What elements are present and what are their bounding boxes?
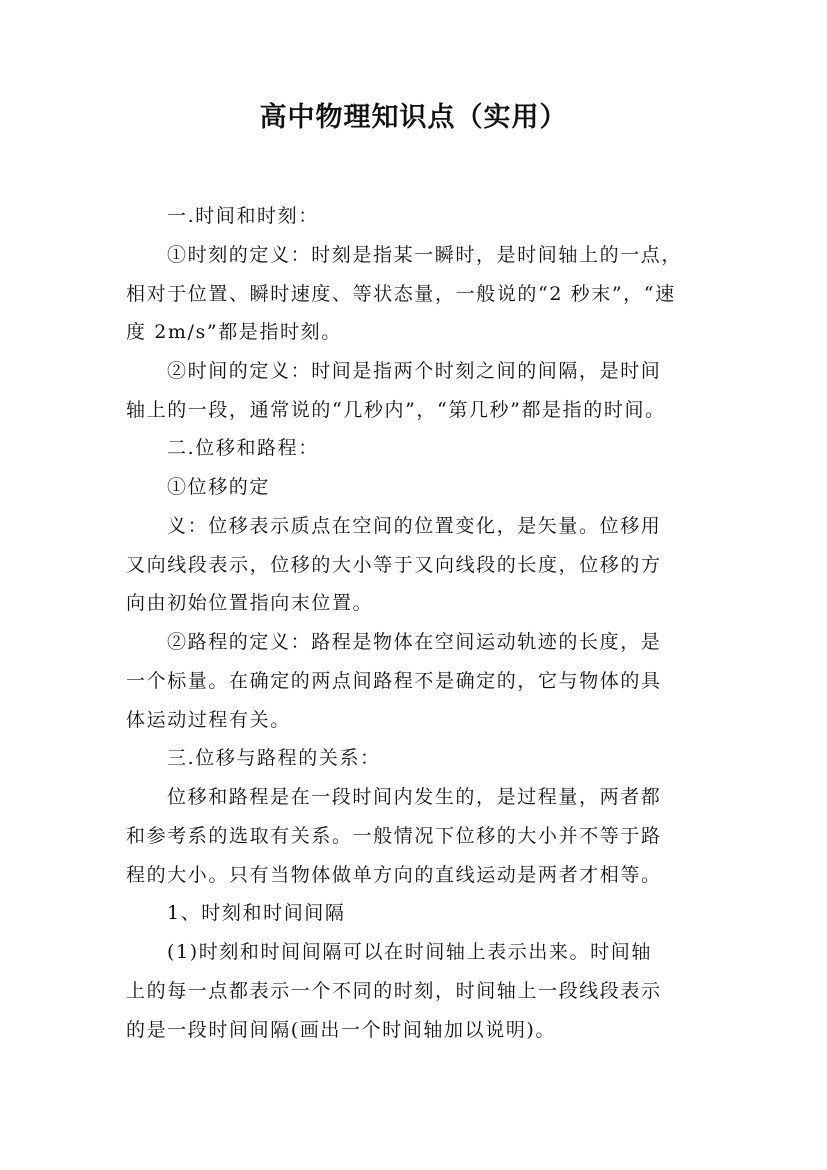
paragraph-line: 位移和路程是在一段时间内发生的，是过程量，两者都 (167, 786, 662, 808)
paragraph-line: 相对于位置、瞬时速度、等状态量，一般说的“2 秒末”，“速 (126, 283, 676, 305)
paragraph-line: 上的每一点都表示一个不同的时刻，时间轴上一段线段表示 (126, 980, 662, 1002)
paragraph-line: 轴上的一段，通常说的“几秒内”，“第几秒”都是指的时间。 (126, 399, 666, 421)
paragraph-line: 度 2m/s”都是指时刻。 (126, 321, 342, 343)
section-heading-relation: 三.位移与路程的关系： (167, 747, 381, 769)
paragraph-line: 体运动过程有关。 (126, 709, 291, 731)
subsection-heading: 1、时刻和时间间隔 (167, 902, 346, 924)
paragraph-line: 义：位移表示质点在空间的位置变化，是矢量。位移用 (167, 515, 662, 537)
paragraph-line: ②时间的定义：时间是指两个时刻之间的间隔，是时间 (167, 360, 662, 382)
paragraph-line: ②路程的定义：路程是物体在空间运动轨迹的长度，是 (167, 631, 662, 653)
section-heading-time: 一.时间和时刻： (167, 205, 319, 227)
section-heading-displacement: 二.位移和路程： (167, 437, 319, 459)
paragraph-line: 向由初始位置指向末位置。 (126, 592, 374, 614)
paragraph-line: ①时刻的定义：时刻是指某一瞬时，是时间轴上的一点， (167, 244, 683, 266)
paragraph-line: 又向线段表示，位移的大小等于又向线段的长度，位移的方 (126, 554, 662, 576)
document-title: 高中物理知识点（实用） (259, 102, 568, 133)
paragraph-line: ①位移的定 (167, 476, 271, 498)
paragraph-line: 程的大小。只有当物体做单方向的直线运动是两者才相等。 (126, 864, 662, 886)
paragraph-line: 的是一段时间间隔(画出一个时间轴加以说明)。 (126, 1019, 557, 1041)
paragraph-line: 一个标量。在确定的两点间路程不是确定的，它与物体的具 (126, 670, 662, 692)
paragraph-line: (1)时刻和时间间隔可以在时间轴上表示出来。时间轴 (167, 941, 652, 963)
paragraph-line: 和参考系的选取有关系。一般情况下位移的大小并不等于路 (126, 825, 662, 847)
